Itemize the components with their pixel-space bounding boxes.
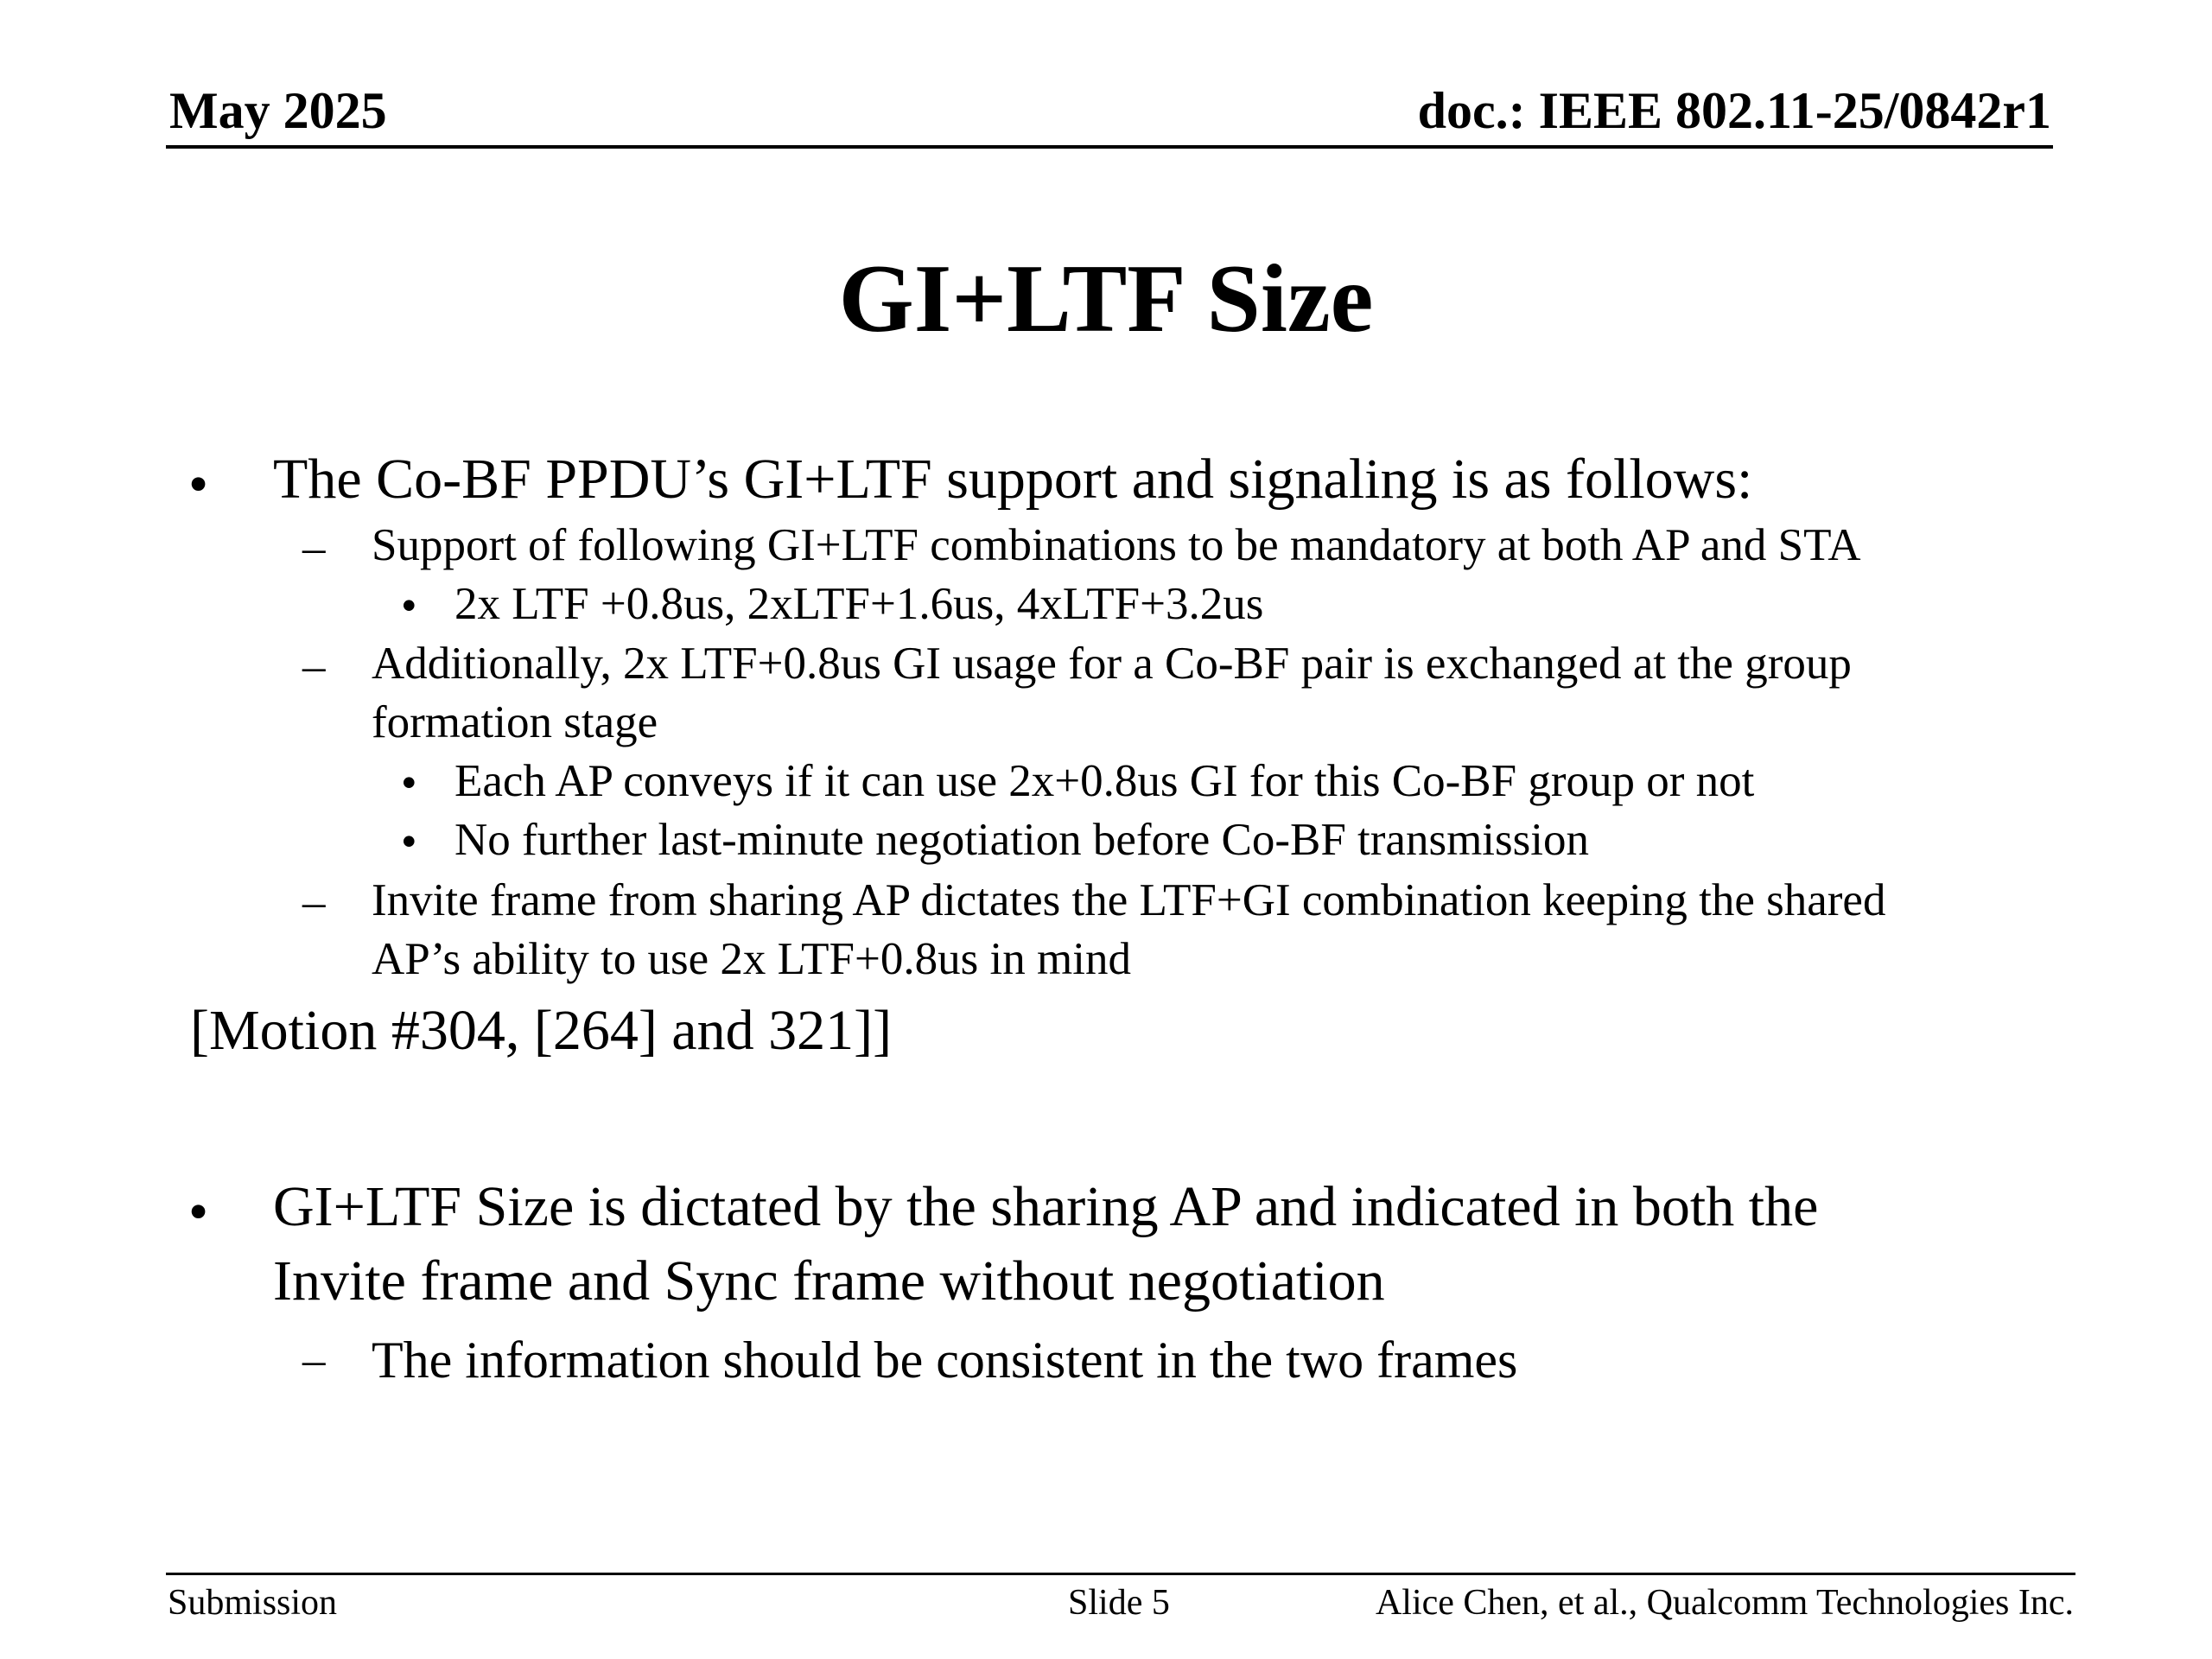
sub-2a-text: Each AP conveys if it can use 2x+0.8us GI for this Co-BF group or not bbox=[454, 756, 1755, 806]
footer-slide-number: Slide 5 bbox=[1068, 1583, 1170, 1623]
sub-2b-marker: • bbox=[401, 817, 417, 867]
bullet-2-text-line2: Invite frame and Sync frame without negotiation bbox=[273, 1249, 1385, 1313]
header-date: May 2025 bbox=[169, 82, 387, 139]
footer-author: Alice Chen, et al., Qualcomm Technologies Inc. bbox=[1375, 1583, 2074, 1623]
sub-2-marker: – bbox=[302, 641, 326, 691]
sub-2-text-line1: Additionally, 2x LTF+0.8us GI usage for a Co-BF pair is exchanged at the group bbox=[372, 639, 1852, 689]
bullet-1-marker: • bbox=[188, 453, 209, 516]
sub-2-text-line2: formation stage bbox=[372, 697, 658, 747]
bullet-2-marker: • bbox=[188, 1180, 209, 1243]
header-divider bbox=[166, 145, 2053, 149]
sub-3-text-line2: AP’s ability to use 2x LTF+0.8us in mind bbox=[372, 934, 1131, 984]
footer-divider bbox=[166, 1573, 2075, 1575]
footer-submission: Submission bbox=[168, 1583, 338, 1623]
motion-reference: [Motion #304, [264] and 321]] bbox=[190, 999, 893, 1062]
sub-4-marker: – bbox=[302, 1335, 326, 1385]
sub-4-text: The information should be consistent in the two frames bbox=[372, 1332, 1518, 1389]
sub-1-marker: – bbox=[302, 523, 326, 573]
sub-2a-marker: • bbox=[401, 758, 417, 808]
sub-3-marker: – bbox=[302, 877, 326, 927]
sub-3-text-line1: Invite frame from sharing AP dictates the LTF+GI combination keeping the shared bbox=[372, 875, 1886, 925]
bullet-2-text-line1: GI+LTF Size is dictated by the sharing AP and indicated in both the bbox=[273, 1175, 1819, 1238]
sub-2b-text: No further last-minute negotiation before Co-BF transmission bbox=[454, 815, 1589, 865]
header-doc-id: doc.: IEEE 802.11-25/0842r1 bbox=[1417, 82, 2051, 139]
bullet-1-text: The Co-BF PPDU’s GI+LTF support and signaling is as follows: bbox=[273, 448, 1753, 511]
sub-1-text: Support of following GI+LTF combinations to be mandatory at both AP and STA bbox=[372, 520, 1861, 570]
sub-1a-text: 2x LTF +0.8us, 2xLTF+1.6us, 4xLTF+3.2us bbox=[454, 579, 1264, 629]
slide-title: GI+LTF Size bbox=[838, 245, 1374, 353]
sub-1a-marker: • bbox=[401, 581, 417, 631]
